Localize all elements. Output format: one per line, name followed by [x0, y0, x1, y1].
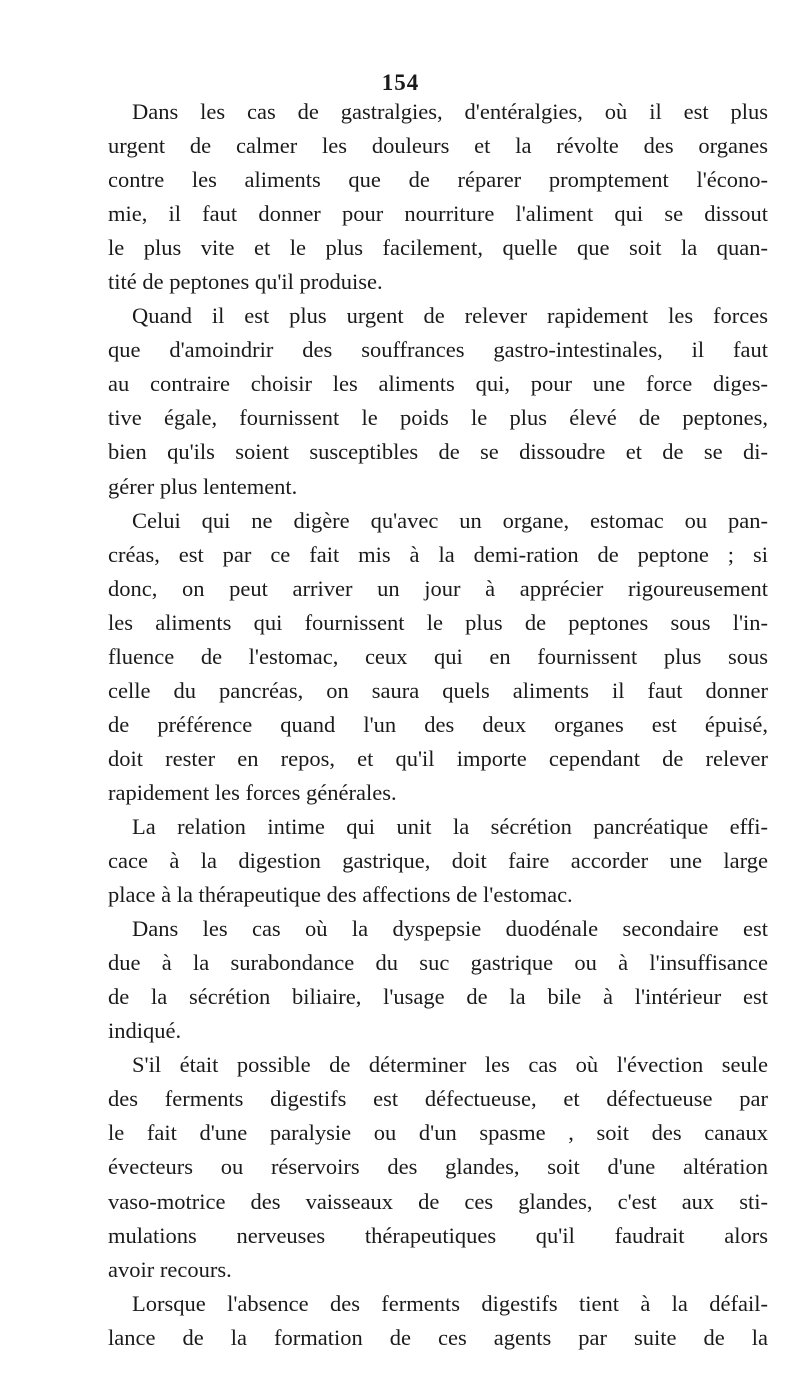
- text-line: créas, est par ce fait mis à la demi-ration de peptone ; si: [108, 541, 768, 567]
- text-line: Celui qui ne digère qu'avec un organe, estomac ou pan-: [132, 507, 768, 533]
- text-line: cace à la digestion gastrique, doit faire accorder une large: [108, 848, 768, 874]
- text-line: vaso-motrice des vaisseaux de ces glandes, c'est aux sti-: [108, 1188, 768, 1214]
- text-line: tité de peptones qu'il produise.: [108, 269, 383, 295]
- text-line: S'il était possible de déterminer les cas où l'évection seule: [132, 1052, 768, 1078]
- text-line: lance de la formation de ces agents par suite de la: [108, 1324, 768, 1350]
- text-line: fluence de l'estomac, ceux qui en fournissent plus sous: [108, 643, 768, 669]
- text-line: de préférence quand l'un des deux organes est épuisé,: [108, 711, 768, 737]
- text-line: due à la surabondance du suc gastrique ou à l'insuffisance: [108, 950, 768, 976]
- text-line: doit rester en repos, et qu'il importe cependant de relever: [108, 745, 768, 771]
- text-line: urgent de calmer les douleurs et la révolte des organes: [108, 133, 768, 159]
- text-line: Dans les cas où la dyspepsie duodénale secondaire est: [132, 916, 768, 942]
- text-line: le plus vite et le plus facilement, quelle que soit la quan-: [108, 235, 768, 261]
- text-line: La relation intime qui unit la sécrétion pancréatique effi-: [132, 813, 768, 839]
- body-text: [108, 95, 768, 1355]
- text-line: mulations nerveuses thérapeutiques qu'il faudrait alors: [108, 1222, 768, 1248]
- text-line: Dans les cas de gastralgies, d'entéralgies, où il est plus: [132, 99, 768, 124]
- text-line: rapidement les forces générales.: [108, 779, 397, 805]
- text-line: donc, on peut arriver un jour à apprécier rigoureusement: [108, 575, 768, 601]
- text-line: Lorsque l'absence des ferments digestifs tient à la défail-: [132, 1290, 768, 1316]
- text-line: les aliments qui fournissent le plus de peptones sous l'in-: [108, 609, 768, 635]
- text-line: évecteurs ou réservoirs des glandes, soit d'une altération: [108, 1154, 768, 1180]
- text-line: Quand il est plus urgent de relever rapidement les forces: [132, 303, 768, 329]
- text-line: avoir recours.: [108, 1256, 232, 1282]
- text-line: tive égale, fournissent le poids le plus élevé de peptones,: [108, 405, 768, 431]
- page-number: 154: [381, 70, 420, 95]
- text-line: au contraire choisir les aliments qui, pour une force diges-: [108, 371, 768, 397]
- text-line: bien qu'ils soient susceptibles de se dissoudre et de se di-: [108, 439, 768, 465]
- text-line: mie, il faut donner pour nourriture l'aliment qui se dissout: [108, 201, 768, 227]
- text-line: que d'amoindrir des souffrances gastro-intestinales, il faut: [108, 337, 768, 363]
- text-line: place à la thérapeutique des affections de l'estomac.: [108, 882, 573, 908]
- text-line: le fait d'une paralysie ou d'un spasme , soit des canaux: [108, 1120, 768, 1146]
- text-line: de la sécrétion biliaire, l'usage de la bile à l'intérieur est: [108, 984, 768, 1010]
- text-line: contre les aliments que de réparer promptement l'écono-: [108, 167, 768, 193]
- text-line: gérer plus lentement.: [108, 473, 298, 499]
- text-line: des ferments digestifs est défectueuse, et défectueuse par: [108, 1086, 768, 1112]
- text-line: indiqué.: [108, 1018, 182, 1044]
- text-line: celle du pancréas, on saura quels aliments il faut donner: [108, 677, 768, 703]
